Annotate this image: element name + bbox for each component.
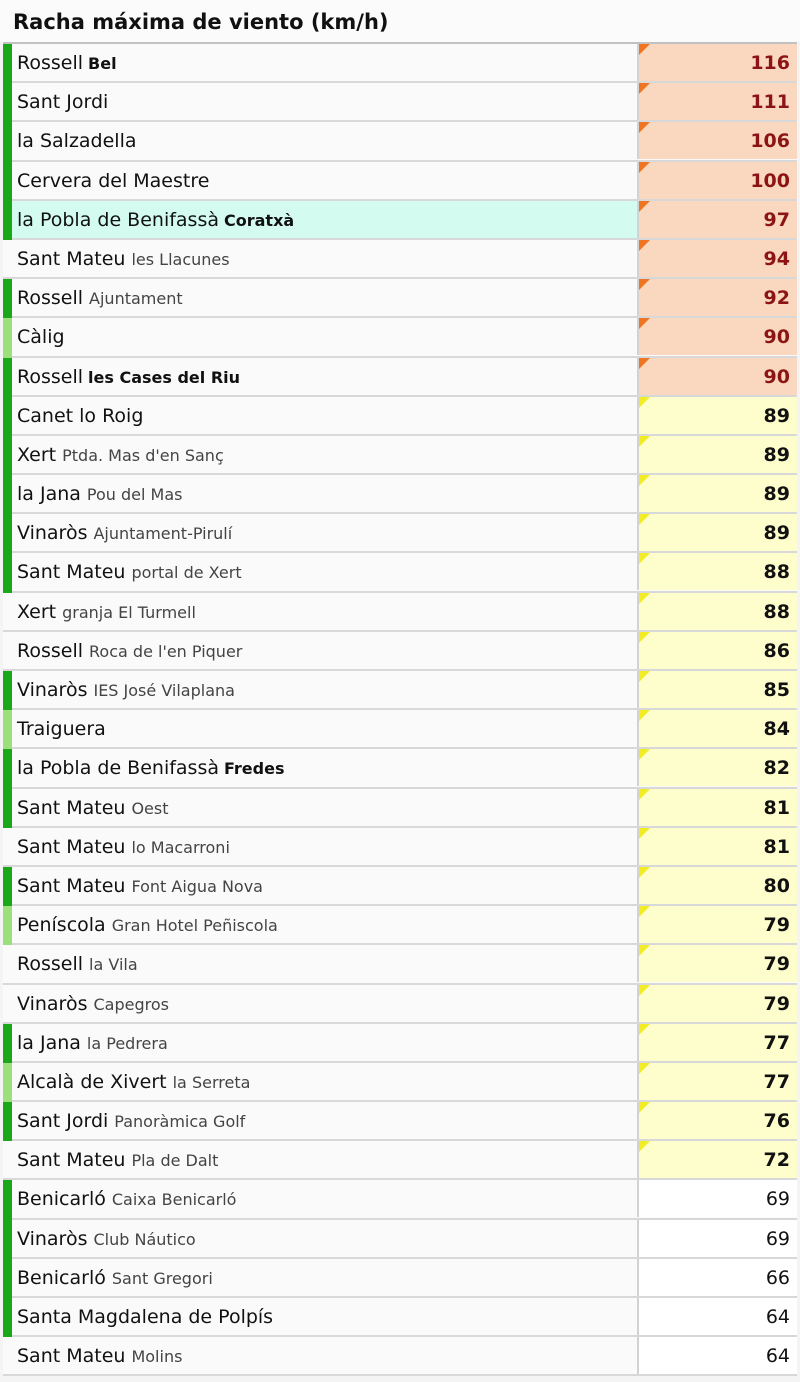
station-subname: Fredes	[224, 759, 285, 779]
level-corner-marker	[639, 985, 650, 996]
wind-gust-value: 89	[763, 522, 790, 545]
wind-gust-value-cell	[637, 514, 797, 551]
station-name-cell	[17, 514, 637, 551]
station-name: Rossell	[17, 365, 84, 388]
station-indicator-bar	[3, 749, 12, 788]
wind-gust-value-cell	[637, 1298, 797, 1335]
station-name: Rossell	[17, 287, 84, 310]
station-name: Sant Mateu	[17, 874, 126, 897]
station-indicator-bar	[3, 358, 12, 397]
wind-gust-value-cell	[637, 44, 797, 81]
level-corner-marker	[639, 710, 650, 721]
station-name: Peníscola	[17, 914, 106, 937]
table-row[interactable]	[3, 358, 797, 397]
station-subname: Roca de l'en Piquer	[89, 641, 243, 661]
level-corner-marker	[639, 1063, 650, 1074]
station-name: Rossell	[17, 52, 84, 74]
station-indicator-bar	[3, 1220, 12, 1259]
wind-gust-value: 116	[750, 52, 790, 74]
station-subname: lo Macarroni	[131, 837, 230, 857]
station-name: Sant Jordi	[17, 91, 109, 114]
level-corner-marker	[639, 749, 650, 760]
wind-gust-value-cell	[637, 201, 797, 238]
wind-gust-value: 77	[763, 1031, 790, 1054]
station-name: Benicarló	[17, 1188, 106, 1211]
station-subname: Ptda. Mas d'en Sanç	[62, 445, 224, 465]
wind-gust-value: 79	[763, 914, 790, 937]
table-row[interactable]	[3, 201, 797, 240]
level-corner-marker	[639, 201, 650, 212]
station-subname: la Vila	[89, 955, 138, 975]
station-name: Alcalà de Xivert	[17, 1070, 167, 1093]
station-subname: Oest	[131, 798, 169, 818]
station-subname: Molins	[131, 1347, 183, 1367]
station-name-cell	[17, 1102, 637, 1139]
table-row[interactable]	[3, 279, 797, 318]
station-name-cell	[17, 593, 637, 630]
level-corner-marker	[639, 553, 650, 564]
station-name: Sant Mateu	[17, 1345, 126, 1368]
station-name: Xert	[17, 443, 57, 466]
table-row[interactable]	[3, 1220, 797, 1259]
level-corner-marker	[639, 867, 650, 878]
wind-gust-value-cell	[637, 867, 797, 904]
station-indicator-bar	[3, 671, 12, 710]
table-row[interactable]	[3, 1024, 797, 1063]
station-name-cell	[17, 1024, 637, 1061]
wind-gust-value: 64	[765, 1306, 790, 1328]
station-name-cell	[17, 1259, 637, 1296]
table-row[interactable]	[3, 906, 797, 945]
wind-gust-value: 76	[763, 1110, 790, 1133]
station-subname: les Cases del Riu	[88, 367, 241, 387]
wind-gust-value-cell	[637, 710, 797, 747]
level-corner-marker	[639, 945, 650, 956]
station-name-cell	[17, 867, 637, 904]
table-row[interactable]	[3, 828, 797, 867]
station-indicator-bar	[3, 1298, 12, 1337]
table-row[interactable]	[3, 710, 797, 749]
station-indicator-bar	[3, 867, 12, 906]
station-subname: Ajuntament	[89, 289, 183, 309]
level-corner-marker	[639, 279, 650, 290]
wind-gust-value: 92	[763, 287, 790, 310]
station-indicator-bar	[3, 44, 12, 83]
wind-gust-value-cell	[637, 397, 797, 434]
station-name: Sant Mateu	[17, 561, 126, 584]
wind-gust-value-cell	[637, 475, 797, 512]
level-corner-marker	[639, 475, 650, 486]
table-row[interactable]	[3, 671, 797, 710]
table-row[interactable]	[3, 1259, 797, 1298]
station-name-cell	[17, 553, 637, 590]
level-corner-marker	[639, 593, 650, 604]
station-name-cell	[17, 240, 637, 277]
station-name-cell	[17, 44, 637, 81]
station-subname: IES José Vilaplana	[93, 681, 235, 700]
station-name: Sant Mateu	[17, 835, 126, 858]
station-name-cell	[17, 1180, 637, 1217]
station-name: la Pobla de Benifassà	[17, 208, 219, 231]
wind-gust-value: 100	[750, 169, 790, 192]
station-name: la Salzadella	[17, 130, 137, 153]
station-name-cell	[17, 1337, 637, 1374]
station-indicator-bar	[3, 122, 12, 161]
station-name-cell	[17, 632, 637, 669]
station-subname: Ajuntament-Pirulí	[93, 524, 233, 544]
wind-gust-value-cell	[637, 749, 797, 786]
station-name-cell	[17, 710, 637, 747]
station-name-cell	[12, 201, 637, 238]
station-name: Sant Mateu	[17, 796, 126, 819]
station-indicator-bar	[3, 1102, 12, 1141]
wind-gust-value-cell	[637, 632, 797, 669]
station-name: Xert	[17, 600, 57, 623]
level-corner-marker	[639, 122, 650, 133]
station-indicator-bar	[3, 397, 12, 436]
wind-gust-value: 89	[763, 404, 790, 427]
table-row[interactable]	[3, 514, 797, 553]
wind-gust-value: 79	[763, 992, 790, 1015]
wind-gust-value: 85	[763, 679, 790, 701]
station-name: Vinaròs	[17, 992, 88, 1015]
level-corner-marker	[639, 358, 650, 369]
station-indicator-bar	[3, 318, 12, 357]
wind-gust-value-cell	[637, 122, 797, 159]
station-name: Rossell	[17, 953, 84, 976]
station-name: Vinaròs	[17, 522, 88, 545]
wind-gust-value-cell	[637, 436, 797, 473]
table-row[interactable]	[3, 1063, 797, 1102]
wind-gust-value: 81	[763, 796, 790, 819]
level-corner-marker	[639, 906, 650, 917]
level-corner-marker	[639, 1024, 650, 1035]
table-row[interactable]	[3, 475, 797, 514]
station-subname: Panoràmica Golf	[114, 1112, 246, 1132]
station-indicator-bar	[3, 906, 12, 945]
wind-gust-value: 90	[763, 365, 790, 388]
station-indicator-bar	[3, 83, 12, 122]
station-name-cell	[17, 789, 637, 826]
table-row[interactable]	[3, 632, 797, 671]
wind-gust-value: 79	[763, 953, 790, 976]
level-corner-marker	[639, 1102, 650, 1113]
station-name: la Pobla de Benifassà	[17, 757, 219, 780]
station-name: Vinaròs	[17, 1227, 88, 1250]
station-name: Sant Mateu	[17, 247, 126, 270]
station-indicator-bar	[3, 1259, 12, 1298]
station-indicator-bar	[3, 436, 12, 475]
table-row[interactable]	[3, 1141, 797, 1180]
wind-gust-value-cell	[637, 671, 797, 708]
table-row[interactable]	[3, 1298, 797, 1337]
station-name: Cervera del Maestre	[17, 169, 210, 192]
station-name: Càlig	[17, 326, 65, 349]
table-row[interactable]	[3, 593, 797, 632]
wind-gust-value: 97	[763, 208, 790, 231]
wind-gust-value-cell	[637, 358, 797, 395]
station-name-cell	[17, 475, 637, 512]
wind-gust-value: 77	[763, 1070, 790, 1093]
station-name-cell	[17, 279, 637, 316]
wind-gust-value: 89	[763, 443, 790, 466]
wind-gust-value-cell	[637, 1141, 797, 1178]
station-subname: les Llacunes	[131, 249, 230, 269]
table-row[interactable]	[3, 1180, 797, 1219]
station-name: la Jana	[17, 483, 81, 506]
table-row[interactable]	[3, 436, 797, 475]
table-row[interactable]	[3, 1102, 797, 1141]
station-name-cell	[17, 945, 637, 982]
station-indicator-bar	[3, 201, 12, 240]
wind-gust-value-cell	[637, 1259, 797, 1296]
level-corner-marker	[639, 318, 650, 329]
station-subname: la Pedrera	[86, 1033, 168, 1053]
wind-gust-value: 69	[765, 1188, 790, 1211]
station-subname: Coratxà	[224, 210, 295, 230]
station-name-cell	[17, 906, 637, 943]
wind-gust-value-cell	[637, 1337, 797, 1374]
wind-gust-value-cell	[637, 1180, 797, 1217]
wind-gust-value: 84	[763, 718, 790, 741]
station-subname: Font Aigua Nova	[131, 876, 263, 896]
wind-gust-value: 111	[750, 91, 790, 114]
station-name: Benicarló	[17, 1266, 106, 1289]
wind-gust-value: 82	[763, 757, 790, 780]
wind-gust-value-cell	[637, 906, 797, 943]
station-name-cell	[17, 397, 637, 434]
station-subname: Caixa Benicarló	[111, 1190, 237, 1210]
station-name-cell	[17, 83, 637, 120]
wind-gust-value-cell	[637, 240, 797, 277]
page-title: Racha máxima de viento (km/h)	[0, 0, 800, 42]
wind-gust-value-cell	[637, 985, 797, 1022]
station-name: Traiguera	[17, 718, 106, 741]
wind-gust-value: 88	[763, 600, 790, 623]
station-name-cell	[17, 318, 637, 355]
wind-gust-value: 89	[763, 483, 790, 506]
station-name-cell	[17, 1298, 637, 1335]
station-name-cell	[17, 749, 637, 786]
wind-gust-value-cell	[637, 279, 797, 316]
station-name-cell	[17, 828, 637, 865]
station-indicator-bar	[3, 553, 12, 592]
level-corner-marker	[639, 514, 650, 525]
level-corner-marker	[639, 240, 650, 251]
wind-gust-value: 90	[763, 326, 790, 349]
table-row[interactable]	[3, 318, 797, 357]
table-row[interactable]	[3, 240, 797, 279]
station-subname: Gran Hotel Peñiscola	[111, 916, 278, 936]
station-name-cell	[17, 1220, 637, 1257]
station-indicator-bar	[3, 1180, 12, 1219]
level-corner-marker	[639, 397, 650, 408]
station-name-cell	[17, 162, 637, 199]
wind-gust-value: 86	[763, 639, 790, 662]
table-row[interactable]	[3, 122, 797, 161]
station-indicator-bar	[3, 1024, 12, 1063]
station-name-cell	[17, 985, 637, 1022]
wind-gust-value-cell	[637, 945, 797, 982]
station-indicator-bar	[3, 514, 12, 553]
wind-gust-value: 69	[765, 1227, 790, 1250]
table-row[interactable]	[3, 945, 797, 984]
station-subname: Sant Gregori	[111, 1268, 213, 1288]
wind-gust-value: 88	[763, 561, 790, 584]
wind-gust-value-cell	[637, 1024, 797, 1061]
station-subname: Pou del Mas	[86, 485, 183, 505]
wind-gust-value-cell	[637, 318, 797, 355]
station-subname: Bel	[88, 54, 117, 73]
wind-gust-value: 72	[763, 1149, 790, 1172]
level-corner-marker	[639, 162, 650, 173]
level-corner-marker	[639, 44, 650, 55]
station-indicator-bar	[3, 710, 12, 749]
station-name-cell	[17, 1063, 637, 1100]
wind-gust-value: 106	[750, 130, 790, 153]
table-row[interactable]	[3, 397, 797, 436]
table-row[interactable]	[3, 1337, 797, 1376]
table-row[interactable]	[3, 162, 797, 201]
level-corner-marker	[639, 632, 650, 643]
station-subname: portal de Xert	[131, 563, 242, 583]
wind-gust-value: 64	[765, 1345, 790, 1368]
station-name-cell	[17, 671, 637, 708]
wind-gust-value: 81	[763, 835, 790, 858]
wind-gust-value-cell	[637, 553, 797, 590]
table-row[interactable]	[3, 985, 797, 1024]
wind-gust-value: 80	[763, 874, 790, 897]
table-row[interactable]	[3, 553, 797, 592]
table-row[interactable]	[3, 867, 797, 906]
station-indicator-bar	[3, 789, 12, 828]
level-corner-marker	[639, 436, 650, 447]
station-subname: Pla de Dalt	[131, 1151, 219, 1171]
station-name-cell	[17, 122, 637, 159]
station-name: Rossell	[17, 639, 84, 662]
wind-gust-table	[3, 42, 797, 1376]
station-indicator-bar	[3, 475, 12, 514]
wind-gust-value: 94	[763, 247, 790, 270]
wind-gust-value-cell	[637, 1102, 797, 1139]
wind-gust-value-cell	[637, 162, 797, 199]
table-row[interactable]	[3, 83, 797, 122]
station-subname: la Serreta	[172, 1072, 251, 1092]
level-corner-marker	[639, 828, 650, 839]
table-row[interactable]	[3, 749, 797, 788]
station-indicator-bar	[3, 162, 12, 201]
station-name: Canet lo Roig	[17, 404, 144, 427]
station-name: Sant Jordi	[17, 1110, 109, 1133]
level-corner-marker	[639, 1141, 650, 1152]
wind-gust-value-cell	[637, 593, 797, 630]
station-name: Santa Magdalena de Polpís	[17, 1306, 274, 1328]
station-name-cell	[17, 1141, 637, 1178]
station-subname: granja El Turmell	[62, 602, 196, 622]
station-name: Sant Mateu	[17, 1149, 126, 1172]
station-name: Vinaròs	[17, 679, 88, 701]
wind-gust-value-cell	[637, 83, 797, 120]
station-name-cell	[17, 358, 637, 395]
level-corner-marker	[639, 671, 650, 682]
station-indicator-bar	[3, 279, 12, 318]
table-row[interactable]	[3, 789, 797, 828]
station-indicator-bar	[3, 1063, 12, 1102]
wind-gust-value-cell	[637, 1220, 797, 1257]
level-corner-marker	[639, 789, 650, 800]
station-name-cell	[17, 436, 637, 473]
table-row[interactable]	[3, 44, 797, 83]
wind-gust-value: 66	[765, 1266, 790, 1289]
wind-gust-value-cell	[637, 1063, 797, 1100]
level-corner-marker	[639, 83, 650, 94]
station-subname: Capegros	[93, 994, 169, 1014]
station-subname: Club Náutico	[93, 1229, 196, 1249]
wind-gust-value-cell	[637, 789, 797, 826]
wind-gust-value-cell	[637, 828, 797, 865]
station-name: la Jana	[17, 1031, 81, 1054]
